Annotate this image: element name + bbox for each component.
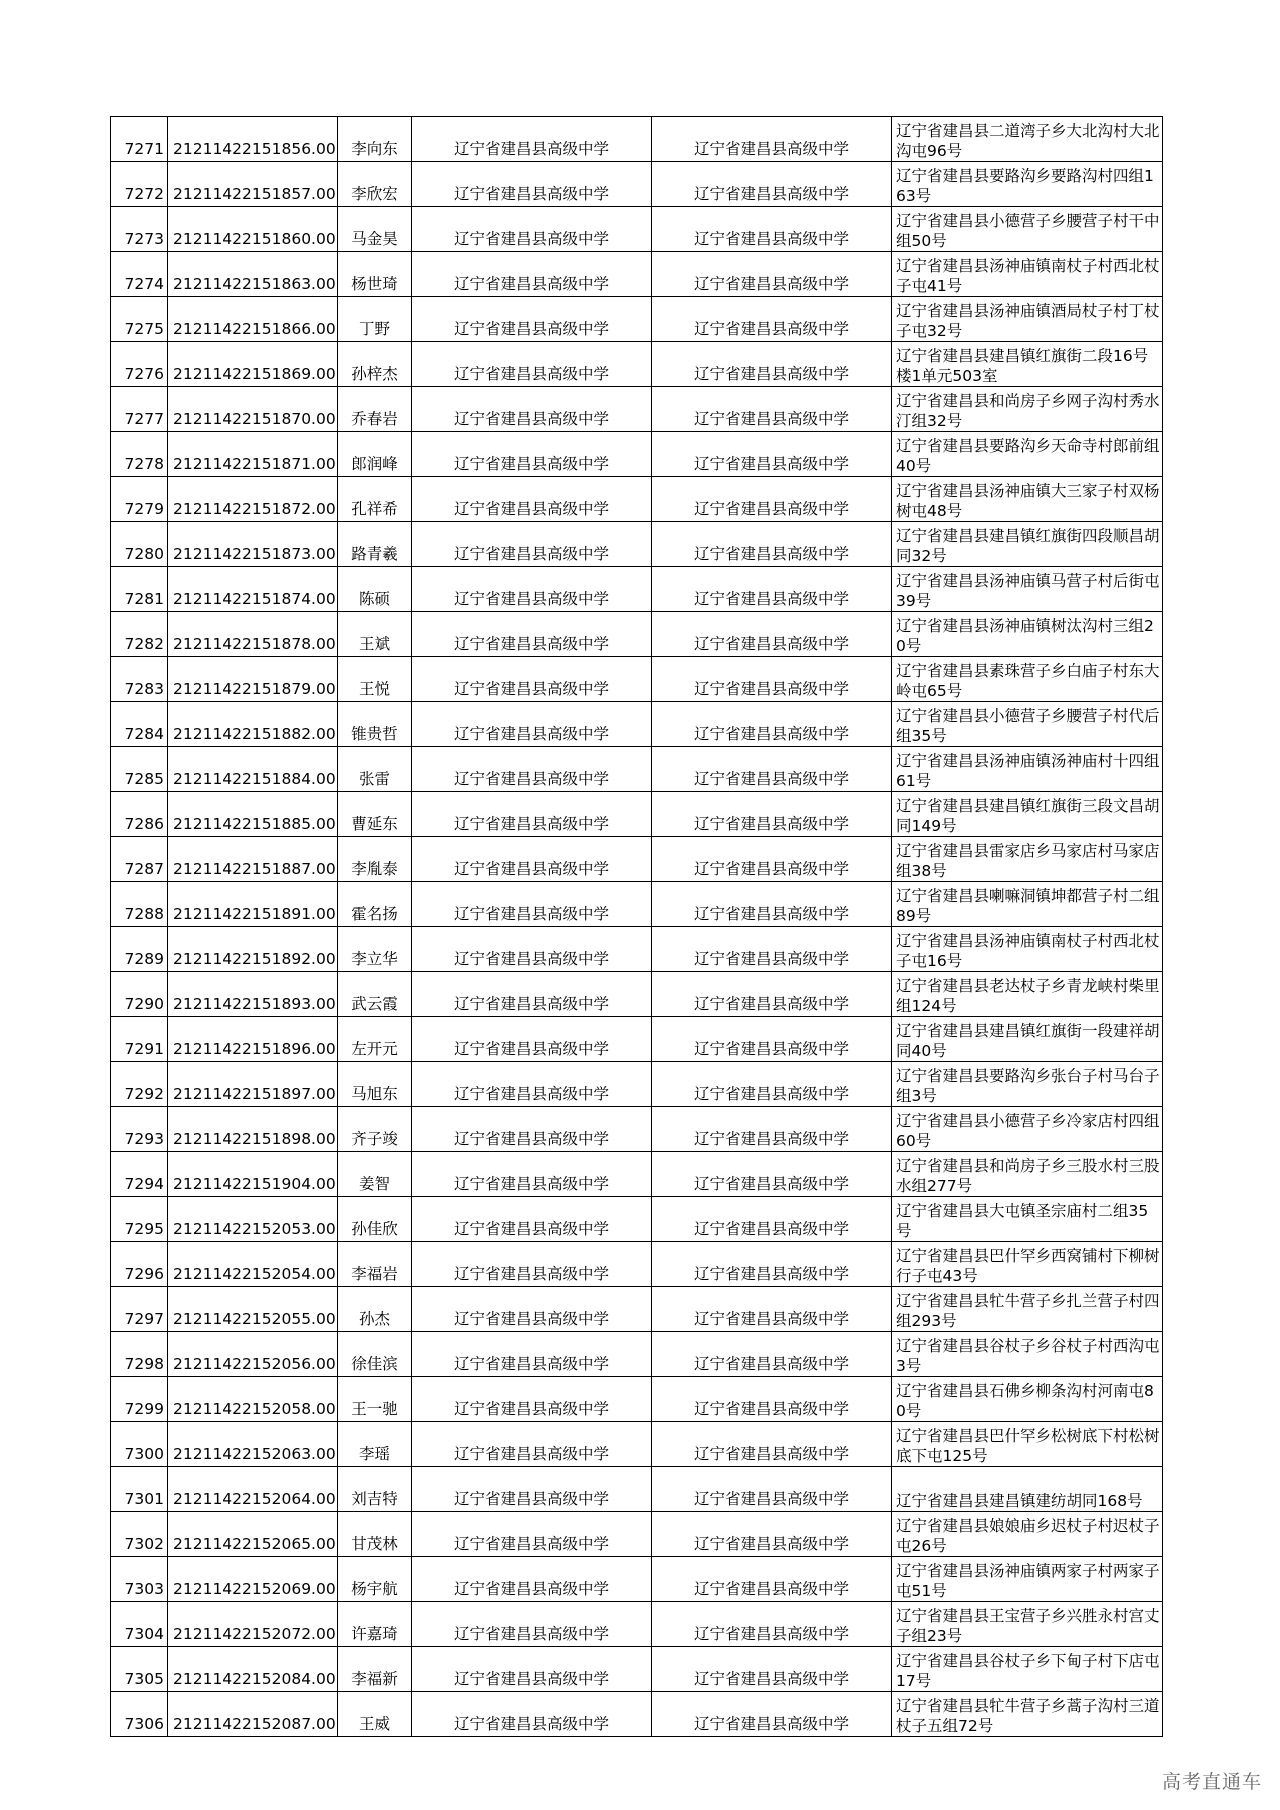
- home-address: [892, 1692, 1163, 1737]
- student-name: 徐佳滨: [338, 1332, 412, 1377]
- admission-school: 辽宁省建昌县高级中学: [652, 1422, 892, 1467]
- row-index: 7287: [111, 837, 168, 882]
- row-index: 7280: [111, 522, 168, 567]
- home-address: [892, 567, 1163, 612]
- admission-school: 辽宁省建昌县高级中学: [652, 387, 892, 432]
- home-address: [892, 252, 1163, 297]
- table-row: [111, 702, 1163, 747]
- home-address: [892, 522, 1163, 567]
- home-address-text: 辽宁省建昌县小德营子乡腰营子村代后组35号: [896, 707, 1160, 745]
- admission-school: 辽宁省建昌县高级中学: [652, 1377, 892, 1422]
- home-address: [892, 1647, 1163, 1692]
- table-row: [111, 1647, 1163, 1692]
- row-index: 7288: [111, 882, 168, 927]
- row-index: 7306: [111, 1692, 168, 1737]
- school-name: 辽宁省建昌县高级中学: [412, 162, 652, 207]
- row-index: 7279: [111, 477, 168, 522]
- admission-school: 辽宁省建昌县高级中学: [652, 657, 892, 702]
- exam-id: 21211422151878.00: [168, 612, 338, 657]
- home-address-text: 辽宁省建昌县石佛乡柳条沟村河南屯80号: [896, 1382, 1154, 1420]
- home-address: [892, 792, 1163, 837]
- exam-id: 21211422151866.00: [168, 297, 338, 342]
- row-index: 7275: [111, 297, 168, 342]
- student-name: 李向东: [338, 117, 412, 162]
- row-index: 7277: [111, 387, 168, 432]
- table-row: [111, 837, 1163, 882]
- student-name: 马旭东: [338, 1062, 412, 1107]
- admission-school: 辽宁省建昌县高级中学: [652, 297, 892, 342]
- table-row: [111, 612, 1163, 657]
- admission-school: 辽宁省建昌县高级中学: [652, 972, 892, 1017]
- admission-school: 辽宁省建昌县高级中学: [652, 927, 892, 972]
- home-address: [892, 927, 1163, 972]
- table-row: [111, 1602, 1163, 1647]
- exam-id: 21211422152058.00: [168, 1377, 338, 1422]
- table-row: [111, 252, 1163, 297]
- home-address-text: 辽宁省建昌县建昌镇建纺胡同168号: [896, 1492, 1143, 1510]
- table-row: [111, 747, 1163, 792]
- table-row: [111, 1422, 1163, 1467]
- exam-id: 21211422151896.00: [168, 1017, 338, 1062]
- home-address-text: 辽宁省建昌县要路沟乡天命寺村郎前组40号: [896, 437, 1160, 475]
- school-name: 辽宁省建昌县高级中学: [412, 1377, 652, 1422]
- student-name: 李欣宏: [338, 162, 412, 207]
- school-name: 辽宁省建昌县高级中学: [412, 1422, 652, 1467]
- admission-school: 辽宁省建昌县高级中学: [652, 792, 892, 837]
- admission-school: 辽宁省建昌县高级中学: [652, 1692, 892, 1737]
- exam-id: 21211422152072.00: [168, 1602, 338, 1647]
- home-address-text: 辽宁省建昌县雷家店乡马家店村马家店组38号: [896, 842, 1160, 880]
- student-name: 甘茂林: [338, 1512, 412, 1557]
- table-row: [111, 1332, 1163, 1377]
- exam-id: 21211422151898.00: [168, 1107, 338, 1152]
- home-address-text: 辽宁省建昌县谷杖子乡谷杖子村西沟屯3号: [896, 1337, 1160, 1375]
- home-address: [892, 1017, 1163, 1062]
- admission-school: 辽宁省建昌县高级中学: [652, 612, 892, 657]
- table-row: [111, 1377, 1163, 1422]
- student-name: 霍名扬: [338, 882, 412, 927]
- school-name: 辽宁省建昌县高级中学: [412, 432, 652, 477]
- home-address-text: 辽宁省建昌县娘娘庙乡迟杖子村迟杖子屯26号: [896, 1517, 1160, 1555]
- home-address: [892, 1377, 1163, 1422]
- student-name: 乔春岩: [338, 387, 412, 432]
- student-name: 孙梓杰: [338, 342, 412, 387]
- school-name: 辽宁省建昌县高级中学: [412, 927, 652, 972]
- home-address: [892, 432, 1163, 477]
- row-index: 7273: [111, 207, 168, 252]
- row-index: 7272: [111, 162, 168, 207]
- home-address: [892, 747, 1163, 792]
- table-row: [111, 882, 1163, 927]
- home-address: [892, 612, 1163, 657]
- admission-school: 辽宁省建昌县高级中学: [652, 1647, 892, 1692]
- table-row: [111, 1557, 1163, 1602]
- table-row: [111, 1242, 1163, 1287]
- table-row: [111, 117, 1163, 162]
- home-address-text: 辽宁省建昌县谷杖子乡下甸子村下店屯17号: [896, 1652, 1160, 1690]
- home-address: [892, 1107, 1163, 1152]
- student-name: 李瑶: [338, 1422, 412, 1467]
- row-index: 7271: [111, 117, 168, 162]
- home-address: [892, 1467, 1163, 1512]
- school-name: 辽宁省建昌县高级中学: [412, 207, 652, 252]
- table-row: [111, 1467, 1163, 1512]
- school-name: 辽宁省建昌县高级中学: [412, 1107, 652, 1152]
- home-address-text: 辽宁省建昌县汤神庙镇南杖子村西北杖子屯16号: [896, 932, 1160, 970]
- home-address-text: 辽宁省建昌县汤神庙镇汤神庙村十四组61号: [896, 752, 1160, 790]
- row-index: 7293: [111, 1107, 168, 1152]
- home-address: [892, 342, 1163, 387]
- table-row: [111, 1197, 1163, 1242]
- student-name: 马金昊: [338, 207, 412, 252]
- exam-id: 21211422151885.00: [168, 792, 338, 837]
- row-index: 7289: [111, 927, 168, 972]
- exam-id: 21211422151863.00: [168, 252, 338, 297]
- exam-id: 21211422152054.00: [168, 1242, 338, 1287]
- school-name: 辽宁省建昌县高级中学: [412, 477, 652, 522]
- admission-school: 辽宁省建昌县高级中学: [652, 162, 892, 207]
- table-row: [111, 972, 1163, 1017]
- home-address-text: 辽宁省建昌县汤神庙镇酒局杖子村丁杖子屯32号: [896, 302, 1160, 340]
- admission-school: 辽宁省建昌县高级中学: [652, 1152, 892, 1197]
- school-name: 辽宁省建昌县高级中学: [412, 1692, 652, 1737]
- home-address: [892, 1287, 1163, 1332]
- school-name: 辽宁省建昌县高级中学: [412, 1557, 652, 1602]
- home-address: [892, 1557, 1163, 1602]
- exam-id: 21211422152055.00: [168, 1287, 338, 1332]
- home-address-text: 辽宁省建昌县巴什罕乡松树底下村松树底下屯125号: [896, 1427, 1160, 1465]
- exam-id: 21211422151893.00: [168, 972, 338, 1017]
- school-name: 辽宁省建昌县高级中学: [412, 702, 652, 747]
- row-index: 7301: [111, 1467, 168, 1512]
- school-name: 辽宁省建昌县高级中学: [412, 1242, 652, 1287]
- student-name: 丁野: [338, 297, 412, 342]
- school-name: 辽宁省建昌县高级中学: [412, 612, 652, 657]
- exam-id: 21211422151904.00: [168, 1152, 338, 1197]
- table-row: [111, 567, 1163, 612]
- admission-school: 辽宁省建昌县高级中学: [652, 1332, 892, 1377]
- home-address-text: 辽宁省建昌县王宝营子乡兴胜永村宫丈子组23号: [896, 1607, 1160, 1645]
- school-name: 辽宁省建昌县高级中学: [412, 1197, 652, 1242]
- student-table: [110, 116, 1163, 1737]
- admission-school: 辽宁省建昌县高级中学: [652, 1467, 892, 1512]
- exam-id: 21211422151892.00: [168, 927, 338, 972]
- student-name: 王悦: [338, 657, 412, 702]
- student-name: 郎润峰: [338, 432, 412, 477]
- row-index: 7286: [111, 792, 168, 837]
- table-row: [111, 342, 1163, 387]
- exam-id: 21211422151882.00: [168, 702, 338, 747]
- home-address-text: 辽宁省建昌县老达杖子乡青龙峡村柴里组124号: [896, 977, 1160, 1015]
- row-index: 7299: [111, 1377, 168, 1422]
- home-address-text: 辽宁省建昌县建昌镇红旗街三段文昌胡同149号: [896, 797, 1160, 835]
- school-name: 辽宁省建昌县高级中学: [412, 1287, 652, 1332]
- admission-school: 辽宁省建昌县高级中学: [652, 522, 892, 567]
- exam-id: 21211422151870.00: [168, 387, 338, 432]
- school-name: 辽宁省建昌县高级中学: [412, 1062, 652, 1107]
- table-row: [111, 1512, 1163, 1557]
- home-address: [892, 972, 1163, 1017]
- table-row: [111, 1017, 1163, 1062]
- table-row: [111, 1107, 1163, 1152]
- home-address-text: 辽宁省建昌县汤神庙镇树汰沟村三组20号: [896, 617, 1154, 655]
- home-address-text: 辽宁省建昌县汤神庙镇大三家子村双杨树屯48号: [896, 482, 1160, 520]
- row-index: 7296: [111, 1242, 168, 1287]
- exam-id: 21211422151857.00: [168, 162, 338, 207]
- home-address-text: 辽宁省建昌县素珠营子乡白庙子村东大岭屯65号: [896, 662, 1160, 700]
- exam-id: 21211422151874.00: [168, 567, 338, 612]
- row-index: 7302: [111, 1512, 168, 1557]
- school-name: 辽宁省建昌县高级中学: [412, 567, 652, 612]
- home-address: [892, 117, 1163, 162]
- home-address: [892, 1152, 1163, 1197]
- table-row: [111, 927, 1163, 972]
- row-index: 7298: [111, 1332, 168, 1377]
- school-name: 辽宁省建昌县高级中学: [412, 1332, 652, 1377]
- table-row: [111, 432, 1163, 477]
- student-name: 杨世琦: [338, 252, 412, 297]
- student-name: 锥贵哲: [338, 702, 412, 747]
- exam-id: 21211422151873.00: [168, 522, 338, 567]
- school-name: 辽宁省建昌县高级中学: [412, 252, 652, 297]
- row-index: 7274: [111, 252, 168, 297]
- admission-school: 辽宁省建昌县高级中学: [652, 1197, 892, 1242]
- exam-id: 21211422151897.00: [168, 1062, 338, 1107]
- school-name: 辽宁省建昌县高级中学: [412, 657, 652, 702]
- home-address-text: 辽宁省建昌县建昌镇红旗街四段顺昌胡同32号: [896, 527, 1160, 565]
- admission-school: 辽宁省建昌县高级中学: [652, 567, 892, 612]
- student-name: 武云霞: [338, 972, 412, 1017]
- table-row: [111, 1287, 1163, 1332]
- student-name: 李福新: [338, 1647, 412, 1692]
- home-address: [892, 162, 1163, 207]
- table-row: [111, 1062, 1163, 1107]
- school-name: 辽宁省建昌县高级中学: [412, 1512, 652, 1557]
- school-name: 辽宁省建昌县高级中学: [412, 747, 652, 792]
- student-name: 李福岩: [338, 1242, 412, 1287]
- student-name: 张雷: [338, 747, 412, 792]
- table-row: [111, 207, 1163, 252]
- home-address: [892, 297, 1163, 342]
- row-index: 7281: [111, 567, 168, 612]
- home-address-text: 辽宁省建昌县小德营子乡腰营子村干中组50号: [896, 212, 1160, 250]
- school-name: 辽宁省建昌县高级中学: [412, 882, 652, 927]
- home-address-text: 辽宁省建昌县汤神庙镇南杖子村西北杖子屯41号: [896, 257, 1160, 295]
- home-address-text: 辽宁省建昌县和尚房子乡网子沟村秀水汀组32号: [896, 392, 1160, 430]
- row-index: 7283: [111, 657, 168, 702]
- home-address: [892, 702, 1163, 747]
- home-address: [892, 837, 1163, 882]
- exam-id: 21211422152065.00: [168, 1512, 338, 1557]
- admission-school: 辽宁省建昌县高级中学: [652, 1107, 892, 1152]
- student-name: 孙杰: [338, 1287, 412, 1332]
- home-address: [892, 477, 1163, 522]
- row-index: 7304: [111, 1602, 168, 1647]
- home-address: [892, 1512, 1163, 1557]
- student-name: 左开元: [338, 1017, 412, 1062]
- exam-id: 21211422152056.00: [168, 1332, 338, 1377]
- row-index: 7291: [111, 1017, 168, 1062]
- admission-school: 辽宁省建昌县高级中学: [652, 882, 892, 927]
- table-row: [111, 387, 1163, 432]
- home-address: [892, 1422, 1163, 1467]
- school-name: 辽宁省建昌县高级中学: [412, 1152, 652, 1197]
- table-row: [111, 297, 1163, 342]
- exam-id: 21211422151871.00: [168, 432, 338, 477]
- admission-school: 辽宁省建昌县高级中学: [652, 1557, 892, 1602]
- row-index: 7290: [111, 972, 168, 1017]
- table-row: [111, 477, 1163, 522]
- school-name: 辽宁省建昌县高级中学: [412, 117, 652, 162]
- exam-id: 21211422152064.00: [168, 1467, 338, 1512]
- admission-school: 辽宁省建昌县高级中学: [652, 1602, 892, 1647]
- row-index: 7282: [111, 612, 168, 657]
- school-name: 辽宁省建昌县高级中学: [412, 387, 652, 432]
- student-name: 刘吉特: [338, 1467, 412, 1512]
- table-row: [111, 162, 1163, 207]
- home-address: [892, 1062, 1163, 1107]
- school-name: 辽宁省建昌县高级中学: [412, 522, 652, 567]
- student-name: 路青羲: [338, 522, 412, 567]
- student-name: 姜智: [338, 1152, 412, 1197]
- student-name: 杨宇航: [338, 1557, 412, 1602]
- row-index: 7295: [111, 1197, 168, 1242]
- school-name: 辽宁省建昌县高级中学: [412, 1017, 652, 1062]
- school-name: 辽宁省建昌县高级中学: [412, 1602, 652, 1647]
- student-name: 许嘉琦: [338, 1602, 412, 1647]
- exam-id: 21211422152069.00: [168, 1557, 338, 1602]
- home-address: [892, 207, 1163, 252]
- row-index: 7276: [111, 342, 168, 387]
- admission-school: 辽宁省建昌县高级中学: [652, 747, 892, 792]
- home-address-text: 辽宁省建昌县巴什罕乡西窝铺村下柳树行子屯43号: [896, 1247, 1160, 1285]
- table-row: [111, 522, 1163, 567]
- exam-id: 21211422152084.00: [168, 1647, 338, 1692]
- student-name: 孙佳欣: [338, 1197, 412, 1242]
- row-index: 7303: [111, 1557, 168, 1602]
- home-address-text: 辽宁省建昌县和尚房子乡三股水村三股水组277号: [896, 1157, 1160, 1195]
- home-address-text: 辽宁省建昌县小德营子乡冷家店村四组60号: [896, 1112, 1160, 1150]
- table-row: [111, 1692, 1163, 1737]
- admission-school: 辽宁省建昌县高级中学: [652, 1242, 892, 1287]
- exam-id: 21211422151879.00: [168, 657, 338, 702]
- student-name: 李胤泰: [338, 837, 412, 882]
- admission-school: 辽宁省建昌县高级中学: [652, 117, 892, 162]
- exam-id: 21211422151872.00: [168, 477, 338, 522]
- table-row: [111, 1152, 1163, 1197]
- row-index: 7292: [111, 1062, 168, 1107]
- exam-id: 21211422151860.00: [168, 207, 338, 252]
- student-name: 王一驰: [338, 1377, 412, 1422]
- row-index: 7278: [111, 432, 168, 477]
- school-name: 辽宁省建昌县高级中学: [412, 342, 652, 387]
- home-address: [892, 1332, 1163, 1377]
- home-address-text: 辽宁省建昌县要路沟乡张台子村马台子组3号: [896, 1067, 1160, 1105]
- school-name: 辽宁省建昌县高级中学: [412, 297, 652, 342]
- admission-school: 辽宁省建昌县高级中学: [652, 252, 892, 297]
- row-index: 7284: [111, 702, 168, 747]
- home-address-text: 辽宁省建昌县喇嘛洞镇坤都营子村二组89号: [896, 887, 1160, 925]
- home-address-text: 辽宁省建昌县大屯镇圣宗庙村二组35号: [896, 1202, 1149, 1240]
- student-name: 李立华: [338, 927, 412, 972]
- student-name: 王威: [338, 1692, 412, 1737]
- row-index: 7297: [111, 1287, 168, 1332]
- home-address-text: 辽宁省建昌县建昌镇红旗街二段16号楼1单元503室: [896, 347, 1149, 385]
- exam-id: 21211422152087.00: [168, 1692, 338, 1737]
- home-address: [892, 1242, 1163, 1287]
- school-name: 辽宁省建昌县高级中学: [412, 837, 652, 882]
- watermark-text: 高考直通车: [1161, 1771, 1262, 1793]
- table-row: [111, 657, 1163, 702]
- home-address-text: 辽宁省建昌县二道湾子乡大北沟村大北沟屯96号: [896, 122, 1160, 160]
- admission-school: 辽宁省建昌县高级中学: [652, 342, 892, 387]
- student-name: 王斌: [338, 612, 412, 657]
- row-index: 7294: [111, 1152, 168, 1197]
- home-address-text: 辽宁省建昌县汤神庙镇马营子村后街屯39号: [896, 572, 1160, 610]
- admission-school: 辽宁省建昌县高级中学: [652, 1017, 892, 1062]
- home-address: [892, 387, 1163, 432]
- school-name: 辽宁省建昌县高级中学: [412, 1467, 652, 1512]
- admission-school: 辽宁省建昌县高级中学: [652, 702, 892, 747]
- admission-school: 辽宁省建昌县高级中学: [652, 477, 892, 522]
- student-name: 齐子竣: [338, 1107, 412, 1152]
- row-index: 7305: [111, 1647, 168, 1692]
- exam-id: 21211422152053.00: [168, 1197, 338, 1242]
- table-row: [111, 792, 1163, 837]
- home-address-text: 辽宁省建昌县牤牛营子乡蒿子沟村三道杖子五组72号: [896, 1697, 1160, 1735]
- admission-school: 辽宁省建昌县高级中学: [652, 1287, 892, 1332]
- home-address: [892, 1197, 1163, 1242]
- school-name: 辽宁省建昌县高级中学: [412, 972, 652, 1017]
- exam-id: 21211422152063.00: [168, 1422, 338, 1467]
- student-name: 孔祥希: [338, 477, 412, 522]
- student-name: 陈硕: [338, 567, 412, 612]
- admission-school: 辽宁省建昌县高级中学: [652, 837, 892, 882]
- admission-school: 辽宁省建昌县高级中学: [652, 432, 892, 477]
- student-name: 曹延东: [338, 792, 412, 837]
- home-address-text: 辽宁省建昌县牤牛营子乡扎兰营子村四组293号: [896, 1292, 1160, 1330]
- admission-school: 辽宁省建昌县高级中学: [652, 1512, 892, 1557]
- admission-school: 辽宁省建昌县高级中学: [652, 1062, 892, 1107]
- exam-id: 21211422151891.00: [168, 882, 338, 927]
- home-address-text: 辽宁省建昌县建昌镇红旗街一段建祥胡同40号: [896, 1022, 1160, 1060]
- home-address: [892, 1602, 1163, 1647]
- exam-id: 21211422151869.00: [168, 342, 338, 387]
- table-body: [111, 117, 1163, 1737]
- home-address-text: 辽宁省建昌县汤神庙镇两家子村两家子屯51号: [896, 1562, 1160, 1600]
- row-index: 7300: [111, 1422, 168, 1467]
- exam-id: 21211422151887.00: [168, 837, 338, 882]
- home-address: [892, 882, 1163, 927]
- school-name: 辽宁省建昌县高级中学: [412, 792, 652, 837]
- row-index: 7285: [111, 747, 168, 792]
- home-address-text: 辽宁省建昌县要路沟乡要路沟村四组163号: [896, 167, 1154, 205]
- exam-id: 21211422151884.00: [168, 747, 338, 792]
- admission-school: 辽宁省建昌县高级中学: [652, 207, 892, 252]
- exam-id: 21211422151856.00: [168, 117, 338, 162]
- home-address: [892, 657, 1163, 702]
- school-name: 辽宁省建昌县高级中学: [412, 1647, 652, 1692]
